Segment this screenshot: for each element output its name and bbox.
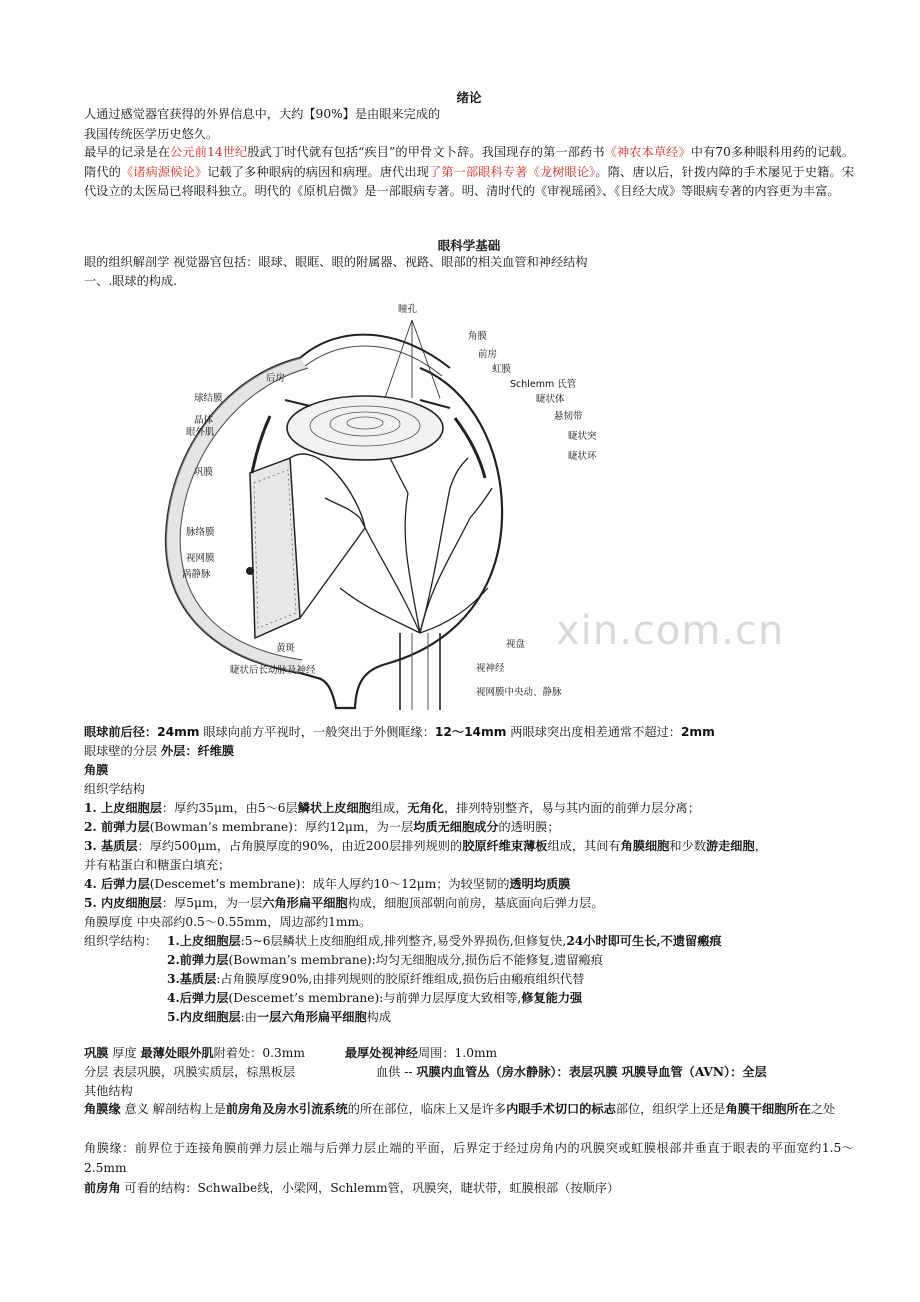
- c5-n: 5. 内皮细胞层: [84, 896, 162, 910]
- summary-layer-2: [84, 950, 920, 970]
- history-red-1: 公元前14世纪: [170, 145, 248, 159]
- angle-b1: 前房角: [84, 1181, 121, 1195]
- label-ciliary-ring: 睫状环: [568, 451, 597, 462]
- label-macula: 黄斑: [276, 643, 296, 654]
- label-extraocular-muscle: 眼外肌: [186, 427, 215, 438]
- history-red-3: 《诸病源候论》: [120, 164, 208, 179]
- section-title-intro: 绪论: [456, 90, 482, 105]
- c3-b1: 胶原纤维束薄板: [462, 839, 548, 853]
- limbus-t4: 之处: [810, 1102, 836, 1116]
- cornea-layer-2: [84, 817, 854, 837]
- s5-n: 5.内皮细胞层: [167, 1010, 241, 1024]
- cornea-thickness: 角膜厚度 中央部约0.5～0.55mm，周边部约1mm。: [84, 915, 372, 929]
- label-central-vessels: 视网膜中央动、静脉: [476, 687, 562, 698]
- c3-n: 3. 基质层: [84, 839, 138, 853]
- label-conjunctiva: 球结膜: [194, 393, 223, 404]
- summary-label: 组织学结构：: [84, 934, 158, 948]
- history-paragraph: [84, 143, 854, 202]
- c1-t3: ，排列特别整齐，易与其内面的前弹力层分离；: [443, 801, 700, 815]
- c3-t3: 和少数: [669, 839, 706, 853]
- c5-t1: ：厚5μm，为一层: [161, 896, 263, 910]
- sclera-b1: 巩膜: [84, 1046, 109, 1060]
- label-long-ciliary: 睫状后长动脉及神经: [230, 665, 316, 676]
- intro-line-2: 我国传统医学历史悠久。: [84, 127, 219, 141]
- angle-t1: 可看的结构：Schwalbe线，小梁网，Schlemm管，巩膜突，睫状带，虹膜根部（按顺序）: [120, 1181, 620, 1195]
- label-pupil: 瞳孔: [398, 304, 418, 315]
- c4-n: 4. 后弹力层: [84, 877, 150, 891]
- eyeball-diagram: [150, 288, 597, 710]
- c3-b2: 角膜细胞: [620, 839, 670, 853]
- label-retina: 视网膜: [186, 553, 215, 564]
- angle-line: [84, 1178, 854, 1198]
- limbus-b2: 前房角及房水引流系统: [225, 1102, 348, 1116]
- label-choroid: 脉络膜: [186, 527, 215, 538]
- cornea-layer-5: [84, 893, 854, 913]
- sclera-other: 其他结构: [84, 1084, 133, 1098]
- wall-t1: 眼球壁的分层: [84, 744, 161, 758]
- history-text-4: 记载了多种眼病的病因和病理。唐代出现: [207, 164, 429, 179]
- summary-layer-3: [84, 969, 920, 989]
- basics-line-2: 一、.眼球的构成.: [84, 274, 178, 288]
- history-text-3: 中有70多种眼科用药的记载。隋代的: [84, 145, 854, 179]
- sclera-layers: 分层 表层巩膜，巩膜实质层，棕黑板层: [84, 1065, 296, 1079]
- c2-n: 2. 前弹力层: [84, 820, 150, 834]
- s2-n: 2.前弹力层: [167, 953, 229, 967]
- history-text-5: 。隋、唐以后，针拨内障的手术屡见于史籍。宋代设立的太医局已将眼科独立。明代的《原机启微》是一部眼病专著。明、清时代的《审视瑶函》、《目经大成》等眼病专著的内容更为丰富。: [84, 164, 855, 198]
- axial-t2: 两眼球突出度相差通常不超过：: [506, 725, 681, 739]
- label-schlemm: Schlemm 氏管: [510, 379, 577, 390]
- c3-t1: ：厚约500μm，占角膜厚度的90%，由近200层排列规则的: [137, 839, 463, 853]
- label-iris: 虹膜: [492, 364, 512, 375]
- sclera-blood-t: 血供 --: [376, 1065, 417, 1079]
- c1-t1: ：厚约35μm，由5～6层: [161, 801, 298, 815]
- sclera-t2: 附着处：0.3mm: [213, 1046, 305, 1060]
- sclera-t1: 厚度: [108, 1046, 141, 1060]
- cornea-heading: [84, 760, 854, 780]
- c1-t2: 组成，: [370, 801, 408, 815]
- axial-b3: 2mm: [680, 725, 715, 739]
- sclera-layers-line: [84, 1062, 854, 1082]
- label-optic-disc: 视盘: [506, 639, 526, 650]
- s1-b1: 24小时即可生长,不遗留瘢痕: [566, 934, 722, 948]
- summary-layer-4: [84, 988, 920, 1008]
- c1-b1: 鳞状上皮细胞: [297, 801, 371, 815]
- eyeball-drawing: [150, 288, 530, 710]
- summary-layer-5: [84, 1007, 920, 1027]
- section-title-basics: 眼科学基础: [437, 238, 501, 253]
- c2-b1: 均质无细胞成分: [413, 820, 499, 834]
- cornea-layer-3b: 并有粘蛋白和糖蛋白填充；: [84, 858, 231, 872]
- s2-t1: (Bowman’s membrane):均匀无细胞成分,损伤后不能修复,遗留瘢痕: [228, 953, 603, 967]
- c3-t2: 组成，其间有: [547, 839, 621, 853]
- s1-n: 1.上皮细胞层: [167, 934, 241, 948]
- c4-t1: (Descemet’s membrane)：成年人厚约10～12μm；为较坚韧的: [149, 877, 510, 891]
- axial-length-line: [84, 722, 854, 742]
- label-lens: 晶体: [194, 415, 214, 426]
- basics-line-1: 眼的组织解剖学 视觉器官包括：眼球、眼眶、眼的附属器、视路、眼部的相关血管和神经结构: [84, 255, 588, 269]
- label-anterior-chamber: 前房: [478, 349, 498, 360]
- c5-t2: 构成，细胞顶部朝向前房，基底面向后弹力层。: [347, 896, 604, 910]
- limbus-t1: 意义 解剖结构上是: [120, 1102, 226, 1116]
- history-text-1: 最早的记录是在: [84, 145, 171, 159]
- s5-t2: 构成: [366, 1010, 392, 1024]
- watermark: xin.com.cn: [556, 608, 785, 654]
- sclera-b2: 最薄处眼外肌: [140, 1046, 214, 1060]
- c1-n: 1. 上皮细胞层: [84, 801, 162, 815]
- wall-b1: 外层：纤维膜: [161, 744, 235, 758]
- limbus-b4: 角: [725, 1102, 738, 1116]
- cornea-layer-4: [84, 874, 854, 894]
- limbus-definition: 角膜缘：前界位于连接角膜前弹力层止端与后弹力层止端的平面，后界定于经过房角内的巩膜突或虹膜根部并垂直于眼表的平面宽约1.5～2.5mm: [84, 1141, 854, 1175]
- history-red-4: 了第一部眼科专著《龙树眼论》: [429, 164, 596, 179]
- s4-t1: (Descemet’s membrane):与前弹力层厚度大致相等,: [228, 991, 522, 1005]
- limbus-b3: 内眼手术切口的标志: [506, 1102, 616, 1116]
- s3-n: 3.基质层: [167, 972, 217, 986]
- label-vortex-vein: 涡静脉: [182, 569, 211, 580]
- c1-b2: 无角化: [407, 801, 444, 815]
- sclera-thickness-line: [84, 1043, 854, 1063]
- axial-t1: 眼球向前方平视时，一般突出于外侧眶缘：: [199, 725, 435, 739]
- s4-b1: 修复能力强: [521, 991, 583, 1005]
- label-ciliary-body: 睫状体: [536, 394, 565, 405]
- limbus-t3: 部位，组织学上还是: [615, 1102, 726, 1116]
- label-ciliary-process: 睫状突: [568, 431, 597, 442]
- c3-t4: ，: [754, 839, 767, 853]
- limbus-paragraph: [84, 1100, 854, 1120]
- c4-b1: 透明均质膜: [509, 877, 571, 891]
- label-sclera: 巩膜: [194, 467, 214, 478]
- label-optic-nerve: 视神经: [476, 663, 505, 674]
- label-cornea: 角膜: [468, 331, 488, 342]
- label-zonule: 悬韧带: [554, 411, 583, 422]
- cornea-layer-3: [84, 836, 854, 856]
- c5-b1: 六角形扁平细胞: [262, 896, 348, 910]
- cornea-heading-text: 角膜: [84, 763, 109, 777]
- intro-line-1: 人通过感觉器官获得的外界信息中，大约【90%】是由眼来完成的: [84, 107, 441, 121]
- summary-layer-1: [84, 931, 854, 951]
- axial-b2: 12～14mm: [434, 725, 507, 739]
- history-text-2: 殷武丁时代就有包括“疾目”的甲骨文卜辞。我国现存的第一部药书: [247, 145, 605, 159]
- limbus-b1: 角膜缘: [84, 1102, 121, 1116]
- s5-t1: :由: [240, 1010, 257, 1024]
- s1-t1: :5~6层鳞状上皮细胞组成,排列整齐,易受外界损伤,但修复快,: [240, 934, 567, 948]
- c3-b3: 游走细胞: [705, 839, 755, 853]
- sclera-t3: 周围：1.0mm: [418, 1046, 498, 1060]
- axial-b1: 眼球前后径：24mm: [84, 725, 200, 739]
- limbus-b5: 膜干细胞所在: [737, 1102, 811, 1116]
- cornea-layer-1: [84, 798, 854, 818]
- sclera-blood-b: 巩膜内血管丛（房水静脉）：表层巩膜 巩膜导血管（AVN）：全层: [416, 1065, 767, 1079]
- label-posterior-chamber: 后房: [266, 373, 286, 384]
- limbus-t2: 的所在部位，临床上又是许多: [347, 1102, 507, 1116]
- cornea-histology-label: 组织学结构: [84, 782, 145, 796]
- c2-t1: (Bowman’s membrane)：厚约12μm，为一层: [149, 820, 414, 834]
- history-red-2: 《神农本草经》: [604, 145, 691, 159]
- s3-t1: :占角膜厚度90%,由排列规则的胶原纤维组成,损伤后由瘢痕组织代替: [216, 972, 585, 986]
- sclera-b3: 最厚处视神经: [344, 1046, 418, 1060]
- s5-b1: 一层六角形扁平细胞: [256, 1010, 367, 1024]
- s4-n: 4.后弹力层: [167, 991, 229, 1005]
- wall-line: [84, 741, 854, 761]
- c2-t2: 的透明膜；: [498, 820, 560, 834]
